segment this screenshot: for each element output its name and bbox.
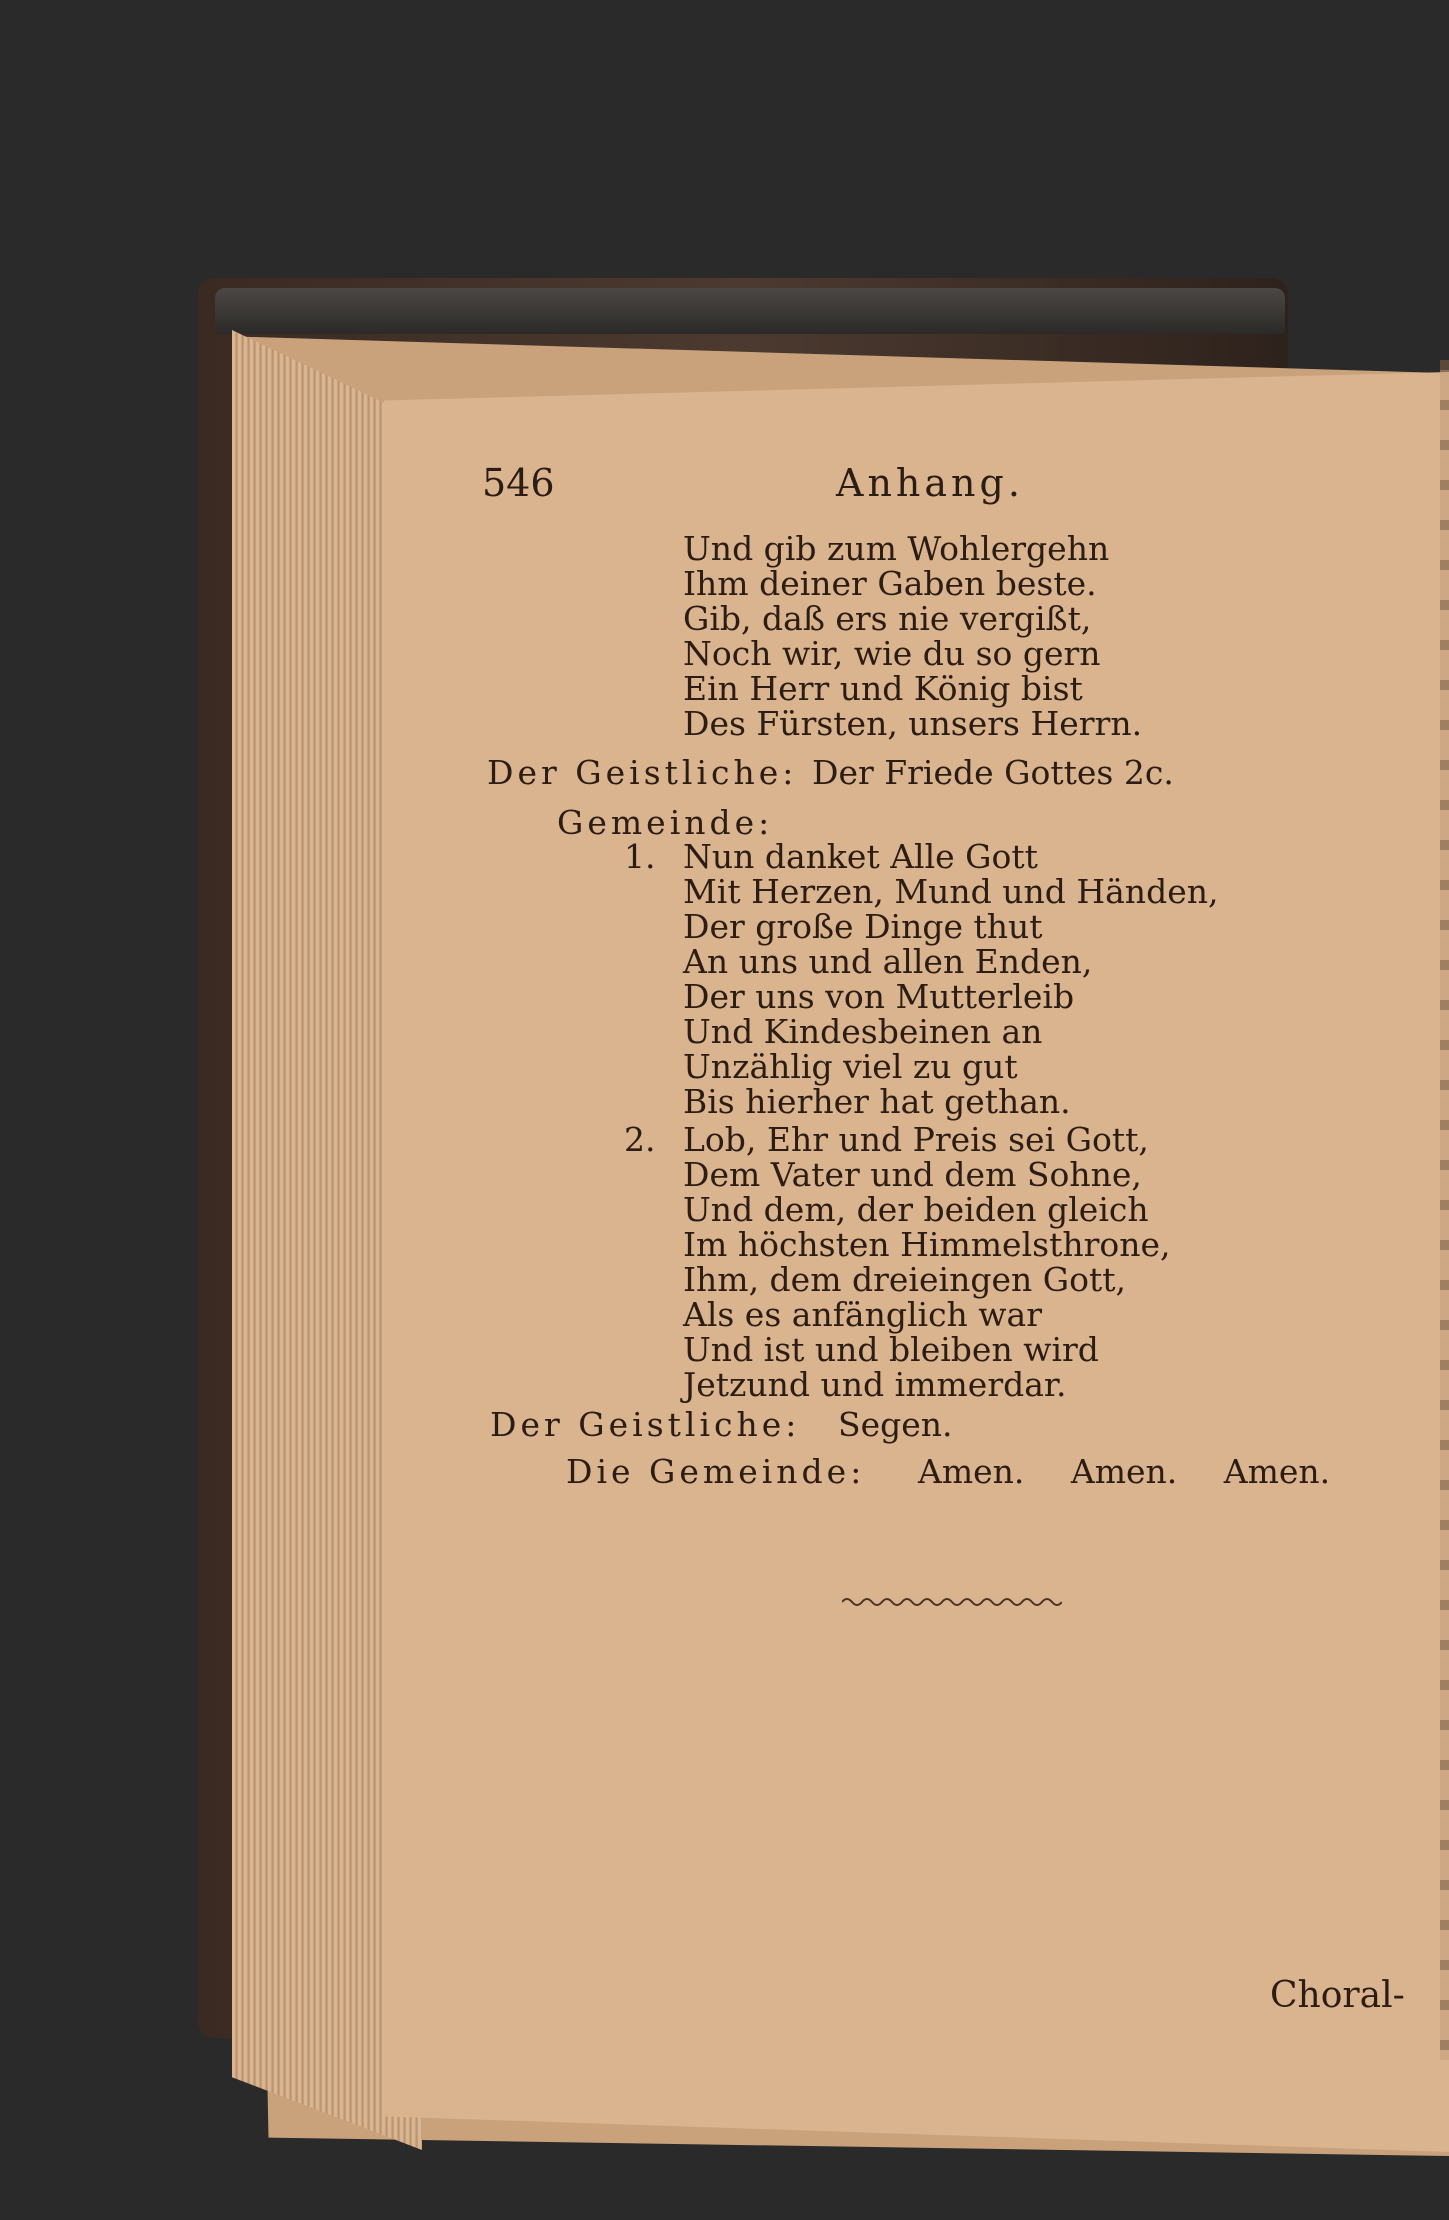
speaker-label: Der Geistliche: xyxy=(490,1405,801,1444)
verse-line: Und ist und bleiben wird xyxy=(683,1330,1099,1369)
verse-line: Unzählig viel zu gut xyxy=(683,1047,1018,1086)
speaker-text: Amen. Amen. Amen. xyxy=(918,1452,1331,1491)
verse-line: Und Kindesbeinen an xyxy=(683,1012,1043,1051)
speaker-label: Gemeinde: xyxy=(557,803,774,842)
speaker-label: Der Geistliche: xyxy=(487,753,798,792)
speaker-text: Der Friede Gottes 2c. xyxy=(812,753,1174,792)
hymn-line: Ein Herr und König bist xyxy=(683,669,1083,708)
verse-number: 1. xyxy=(624,837,656,876)
hymn-line: Ihm deiner Gaben beste. xyxy=(683,564,1097,603)
catchword: Choral- xyxy=(1270,1975,1405,2016)
hymn-line: Noch wir, wie du so gern xyxy=(683,634,1101,673)
verse-line: Ihm, dem dreieingen Gott, xyxy=(683,1260,1126,1299)
verse-line: Jetzund und immerdar. xyxy=(683,1365,1067,1404)
verse-line: Als es anfänglich war xyxy=(683,1295,1042,1334)
verse-line: Nun danket Alle Gott xyxy=(683,837,1038,876)
speaker-label: Die Gemeinde: xyxy=(566,1452,866,1491)
page-number: 546 xyxy=(482,461,555,505)
verse-line: Dem Vater und dem Sohne, xyxy=(683,1155,1142,1194)
verse-line: Mit Herzen, Mund und Händen, xyxy=(683,872,1219,911)
running-head: Anhang. xyxy=(836,461,1024,505)
verse-line: Und dem, der beiden gleich xyxy=(683,1190,1149,1229)
verse-line: Lob, Ehr und Preis sei Gott, xyxy=(683,1120,1149,1159)
verse-line: Im höchsten Himmelsthrone, xyxy=(683,1225,1171,1264)
verse-line: Bis hierher hat gethan. xyxy=(683,1082,1071,1121)
hymn-line: Gib, daß ers nie vergißt, xyxy=(683,599,1092,638)
verse-line: Der uns von Mutterleib xyxy=(683,977,1075,1016)
verse-line: An uns und allen Enden, xyxy=(683,942,1093,981)
hymn-line: Des Fürsten, unsers Herrn. xyxy=(683,704,1143,743)
verse-number: 2. xyxy=(624,1120,656,1159)
hymn-line: Und gib zum Wohlergehn xyxy=(683,529,1110,568)
speaker-text: Segen. xyxy=(838,1405,953,1444)
ornamental-rule xyxy=(842,1590,1062,1614)
verse-line: Der große Dinge thut xyxy=(683,907,1043,946)
